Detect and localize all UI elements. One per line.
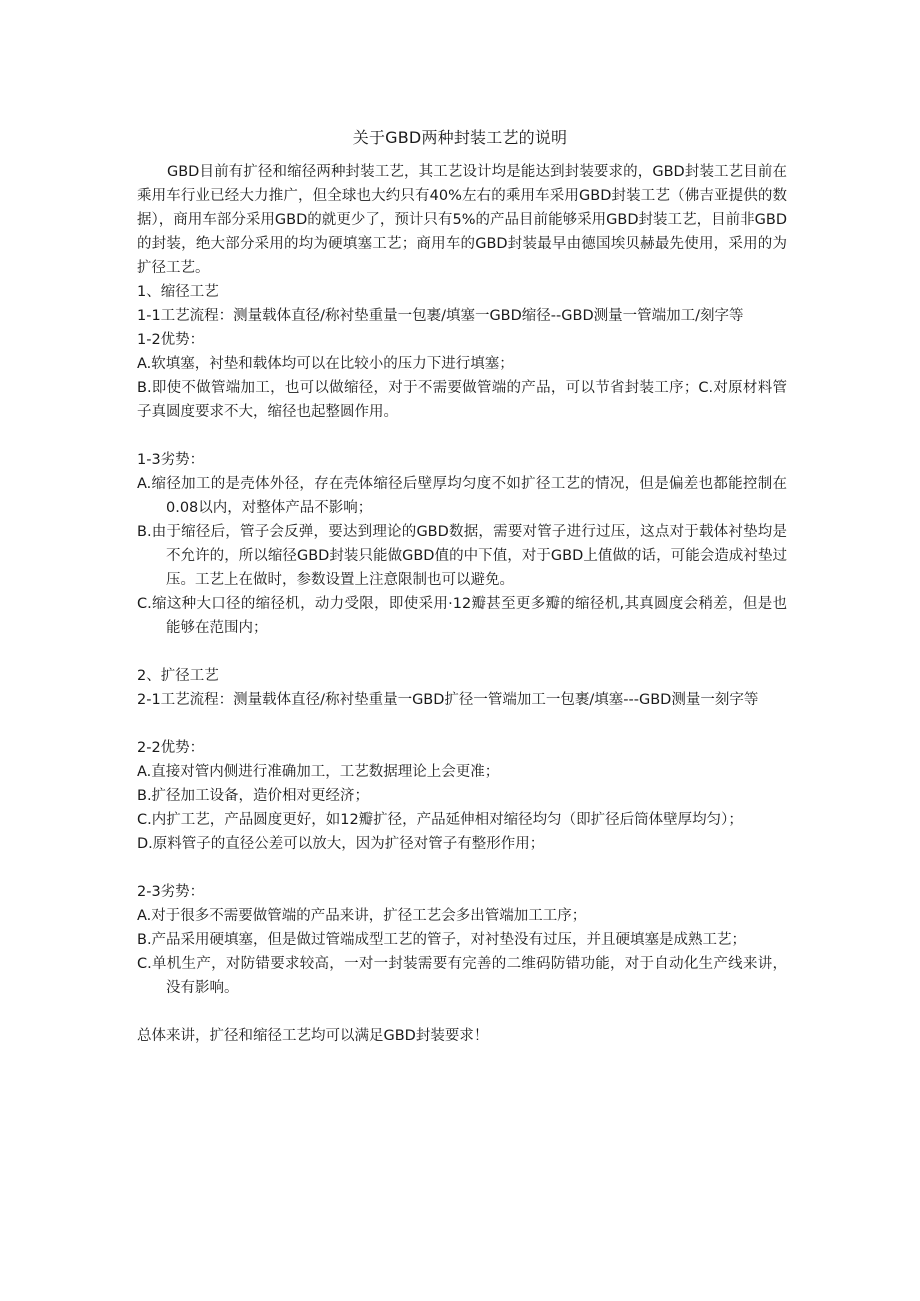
document-body (137, 160, 787, 1048)
spacer (137, 1000, 787, 1024)
section-1-3-item-b: B.由于缩径后，管子会反弹，要达到理论的GBD数据，需要对管子进行过压，这点对于载体衬垫均是不允许的，所以缩径GBD封装只能做GBD值的中下值，对于GBD上值做的话，可能会造成衬垫过压。工艺上在做时，参数设置上注意限制也可以避免。 (137, 524, 787, 588)
spacer (137, 856, 787, 880)
spacer (137, 424, 787, 448)
section-1-3-item-a: A.缩径加工的是壳体外径，存在壳体缩径后壁厚均匀度不如扩径工艺的情况，但是偏差也都能控制在0.08以内，对整体产品不影响； (137, 476, 787, 516)
section-2-2-item-a: A.直接对管内侧进行准确加工，工艺数据理论上会更准； (137, 764, 500, 780)
section-1-3-item-c: C.缩这种大口径的缩径机，动力受限，即使采用·12瓣甚至更多瓣的缩径机,其真圆度会稍差，但是也能够在范围内； (137, 596, 787, 636)
section-2-2-heading: 2-2优势： (137, 740, 205, 756)
spacer (137, 712, 787, 736)
section-2-3-item-a: A.对于很多不需要做管端的产品来讲，扩径工艺会多出管端加工工序； (137, 908, 587, 924)
section-2-2-item-d: D.原料管子的直径公差可以放大，因为扩径对管子有整形作用； (137, 836, 545, 852)
spacer (137, 640, 787, 664)
section-1-2-item-a: A.软填塞，衬垫和载体均可以在比较小的压力下进行填塞； (137, 356, 514, 372)
section-1-3-heading: 1-3劣势： (137, 452, 205, 468)
intro-paragraph: GBD目前有扩径和缩径两种封装工艺，其工艺设计均是能达到封装要求的，GBD封装工艺目前在乘用车行业已经大力推广，但全球也大约只有40%左右的乘用车采用GBD封装工艺（佛吉亚提供的数据），商用车部分采用GBD的就更少了，预计只有5%的产品目前能够采用GBD封装工艺，目前非GBD的封装，绝大部分采用的均为硬填塞工艺；商用车的GBD封装最早由德国埃贝赫最先使用，采用的为扩径工艺。 (137, 164, 787, 276)
section-1-2-item-bc: B.即使不做管端加工，也可以做缩径，对于不需要做管端的产品，可以节省封装工序；C.对原材料管子真圆度要求不大，缩径也起整圆作用。 (137, 380, 787, 420)
section-1-heading: 1、缩径工艺 (137, 284, 219, 300)
section-2-3-item-b: B.产品采用硬填塞，但是做过管端成型工艺的管子，对衬垫没有过压，并且硬填塞是成熟工艺； (137, 932, 747, 948)
section-2-heading: 2、扩径工艺 (137, 668, 219, 684)
section-2-2-item-c: C.内扩工艺，产品圆度更好，如12瓣扩径，产品延伸相对缩径均匀（即扩径后筒体壁厚均匀）； (137, 812, 743, 828)
conclusion: 总体来讲，扩径和缩径工艺均可以满足GBD封装要求！ (137, 1028, 489, 1044)
section-1-2-heading: 1-2优势： (137, 332, 205, 348)
section-2-1-process: 2-1工艺流程：测量载体直径/称衬垫重量一GBD扩径一管端加工一包裹/填塞---GBD测量一刻字等 (137, 692, 759, 708)
section-1-1-process: 1-1工艺流程：测量载体直径/称衬垫重量一包裹/填塞一GBD缩径--GBD测量一管端加工/刻字等 (137, 308, 744, 324)
document-title: 关于GBD两种封装工艺的说明 (352, 128, 568, 147)
section-2-3-item-c: C.单机生产，对防错要求较高，一对一封装需要有完善的二维码防错功能，对于自动化生产线来讲，没有影响。 (137, 956, 787, 996)
section-2-3-heading: 2-3劣势： (137, 884, 205, 900)
section-2-2-item-b: B.扩径加工设备，造价相对更经济； (137, 788, 370, 804)
